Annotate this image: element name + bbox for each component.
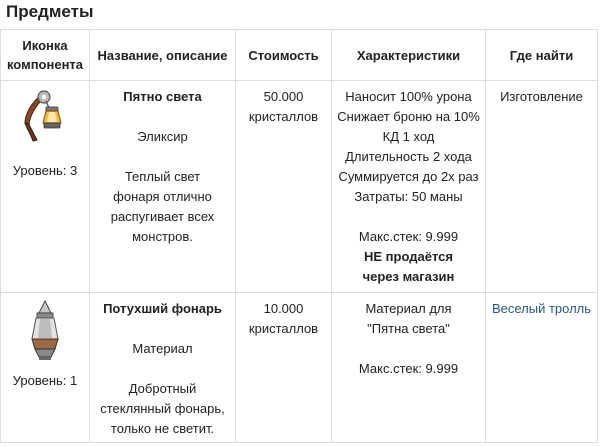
- item-description: Теплый свет фонаря отлично распугивает всех монстров.: [110, 169, 215, 244]
- item-name: Потухший фонарь: [103, 301, 222, 316]
- extinguished-lantern-icon: [25, 299, 65, 363]
- item-name: Пятно света: [123, 89, 202, 104]
- cost-cell: [236, 293, 332, 443]
- stat-line: Длительность 2 хода: [345, 149, 472, 164]
- cost-amount: 10.000: [263, 301, 304, 316]
- name-cell: [90, 293, 236, 443]
- table-header-row: [1, 30, 598, 81]
- max-stack: Макс.стек: 9.999: [358, 361, 459, 376]
- table-row: [1, 293, 598, 443]
- page-title: Предметы: [6, 2, 94, 21]
- table-row: [1, 81, 598, 293]
- stats-cell: [332, 81, 486, 293]
- icon-cell: [1, 81, 90, 293]
- where-cell: [486, 81, 598, 293]
- item-level: Уровень: 3: [12, 163, 78, 178]
- stats-cell: [332, 293, 486, 443]
- header-icon: Иконка компонента: [1, 30, 90, 81]
- max-stack: Макс.стек: 9.999: [358, 229, 459, 244]
- stat-line: КД 1 ход: [382, 129, 435, 144]
- icon-cell: [1, 293, 90, 443]
- cost-unit: кристаллов: [248, 321, 319, 336]
- item-level: Уровень: 1: [12, 373, 78, 388]
- where-to-find-link[interactable]: Веселый тролль: [491, 301, 592, 316]
- stat-line: Наносит 100% урона: [345, 89, 472, 104]
- header-stats: Характеристики: [332, 30, 486, 81]
- name-cell: [90, 81, 236, 293]
- where-to-find: Изготовление: [500, 89, 583, 104]
- header-name: Название, описание: [90, 30, 236, 81]
- items-table: [0, 29, 598, 443]
- lantern-on-pole-icon: [19, 89, 71, 151]
- stat-line: Затраты: 50 маны: [354, 189, 463, 204]
- item-type: Материал: [132, 341, 193, 356]
- header-cost: Стоимость: [236, 30, 332, 81]
- not-sold-note: НЕ продаётся через магазин: [362, 249, 455, 284]
- cost-amount: 50.000: [263, 89, 304, 104]
- item-type: Эликсир: [137, 129, 188, 144]
- item-description: Добротный стеклянный фонарь, только не светит.: [100, 381, 225, 436]
- header-where: Где найти: [486, 30, 598, 81]
- stat-line: Снижает броню на 10%: [337, 109, 480, 124]
- cost-unit: кристаллов: [248, 109, 319, 124]
- cost-cell: [236, 81, 332, 293]
- stat-line: Суммируется до 2х раз: [338, 169, 479, 184]
- material-for: Материал для "Пятна света": [365, 301, 452, 336]
- where-cell: [486, 293, 598, 443]
